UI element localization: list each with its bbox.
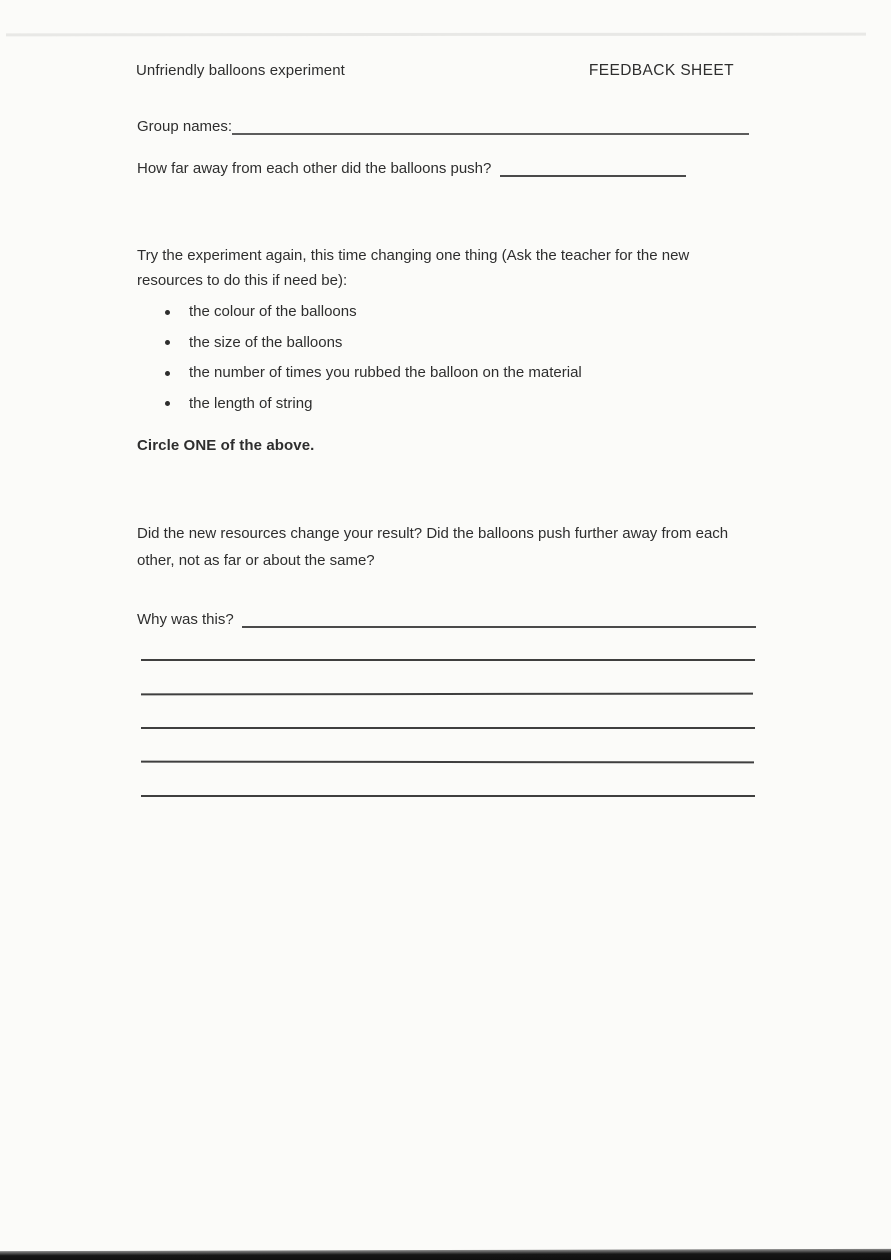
bullet-icon	[165, 340, 170, 345]
bullet-icon	[165, 401, 170, 406]
answer-line	[141, 727, 755, 729]
option-label: the length of string	[189, 394, 313, 412]
list-item	[165, 335, 582, 351]
retry-instruction: Try the experiment again, this time changing one thing (Ask the teacher for the new resources to do this if need be):	[137, 247, 690, 289]
scan-artifact-bottom	[0, 1249, 891, 1260]
answer-line	[141, 693, 753, 696]
option-label: the colour of the balloons	[189, 303, 357, 320]
group-names-field	[137, 116, 749, 135]
list-item	[165, 365, 582, 381]
bullet-icon	[165, 310, 170, 315]
list-item	[165, 304, 582, 320]
why-write-line	[242, 609, 756, 628]
option-label: the size of the balloons	[189, 333, 343, 351]
group-names-label: Group names:	[137, 118, 233, 135]
distance-question-label: How far away from each other did the balloons push?	[137, 160, 492, 177]
distance-write-line	[500, 158, 686, 177]
sheet-type-label: FEEDBACK SHEET	[588, 62, 734, 79]
circle-instruction: Circle ONE of the above.	[137, 437, 315, 454]
why-question-label: Why was this?	[137, 611, 234, 628]
answer-lines	[141, 659, 755, 829]
answer-line	[141, 795, 755, 797]
header	[136, 62, 771, 80]
why-question-field	[137, 609, 756, 628]
bullet-icon	[165, 371, 170, 376]
answer-line	[141, 761, 754, 764]
list-item	[165, 396, 582, 412]
distance-question-field	[137, 158, 686, 177]
option-label: the number of times you rubbed the balloon on the material	[189, 364, 582, 381]
scan-artifact-top	[6, 33, 866, 37]
group-names-write-line	[232, 116, 749, 135]
page-title: Unfriendly balloons experiment	[136, 62, 345, 79]
result-question: Did the new resources change your result? Did the balloons push further away from each other, not as far or about the same?	[137, 525, 729, 569]
options-list	[165, 304, 582, 426]
answer-line	[141, 659, 755, 661]
